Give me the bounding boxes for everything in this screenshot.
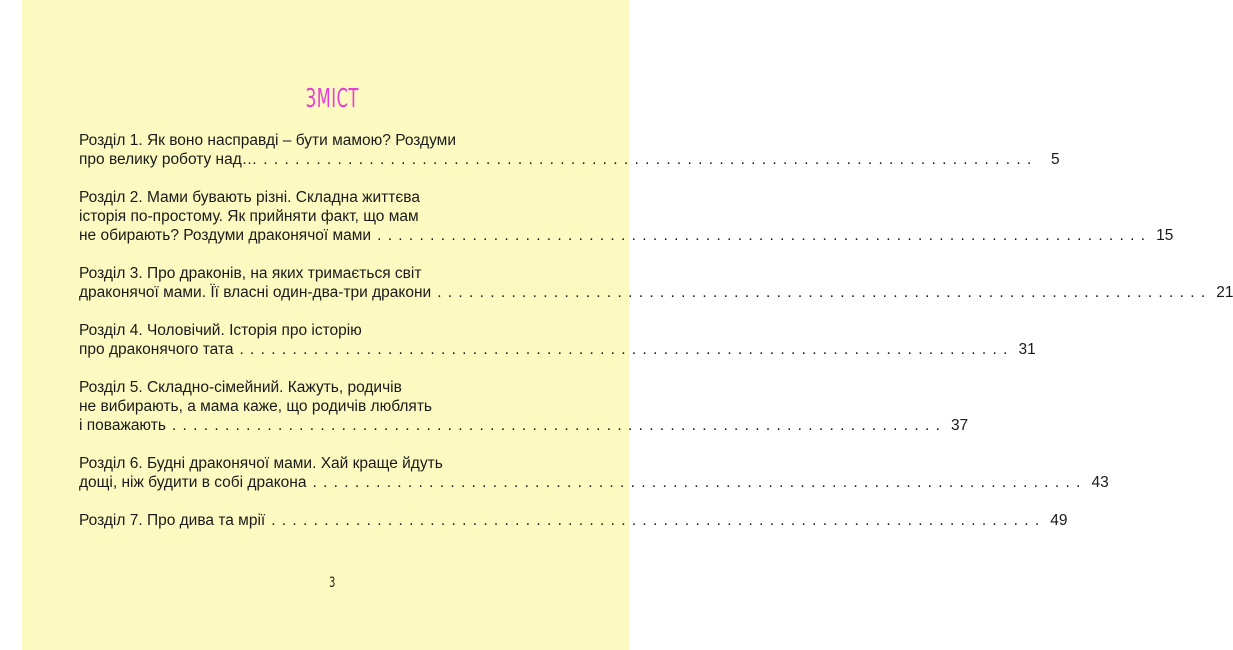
toc-page-number: 49	[1050, 512, 1068, 529]
toc-title: ЗМІСТ	[305, 84, 359, 114]
toc-entry-line: історія по-простому. Як прийняти факт, що мам	[79, 208, 419, 225]
toc-entry-line: Розділ 4. Чоловічий. Історія про історію	[79, 322, 362, 339]
toc-entry-line: не обирають? Роздуми драконячої мами	[79, 227, 372, 244]
toc-entry-line: Розділ 6. Будні драконячої мами. Хай краще йдуть	[79, 455, 443, 472]
toc-entry-line: не вибирають, а мама каже, що родичів люблять	[79, 398, 432, 415]
toc-entry-last-line	[79, 226, 1174, 245]
dot-leader: .........................................................................	[377, 227, 1152, 244]
dot-leader: .........................................................................	[312, 474, 1087, 491]
toc-entry-last-line	[79, 150, 1060, 169]
toc-entry-last-line	[79, 340, 1036, 359]
toc-entry-chapter-3	[79, 264, 1233, 302]
toc-entry-last-line	[79, 511, 1068, 530]
toc-entry-chapter-2	[79, 188, 1174, 245]
toc-entry-line: Розділ 7. Про дива та мрії	[79, 512, 266, 529]
toc-entry-line: Розділ 1. Як воно насправді – бути мамою? Роздуми	[79, 132, 456, 149]
dot-leader: .........................................................................	[437, 284, 1212, 301]
toc-page-number: 5	[1050, 151, 1060, 168]
toc-entry-chapter-4	[79, 321, 1036, 359]
toc-entry-line: Розділ 3. Про драконів, на яких тримається світ	[79, 265, 422, 282]
toc-entry-chapter-5	[79, 378, 969, 435]
dot-leader: .........................................................................	[263, 151, 1038, 168]
toc-page-number: 15	[1156, 227, 1174, 244]
page-number: 3	[329, 575, 336, 591]
toc-entry-chapter-7	[79, 511, 1068, 530]
toc-entry-last-line	[79, 416, 969, 435]
toc-entry-line: про драконячого тата	[79, 341, 234, 358]
toc-page-number: 37	[950, 417, 969, 434]
toc-entry-last-line	[79, 283, 1233, 302]
toc-page-number: 31	[1018, 341, 1036, 358]
dot-leader: .........................................................................	[271, 512, 1046, 529]
toc-entry-last-line	[79, 473, 1109, 492]
toc-entry-line: Розділ 2. Мами бувають різні. Складна життєва	[79, 189, 420, 206]
toc-entry-chapter-6	[79, 454, 1109, 492]
toc-entry-line: дощі, ніж будити в собі дракона	[79, 474, 307, 491]
toc-page-number: 21	[1216, 284, 1233, 301]
toc-entry-line: Розділ 5. Складно-сімейний. Кажуть, родичів	[79, 379, 402, 396]
toc-entry-line: про велику роботу над…	[79, 151, 258, 168]
toc-page-number: 43	[1091, 474, 1109, 491]
table-of-contents	[79, 131, 1233, 549]
toc-entry-line: драконячої мами. Її власні один-два-три дракони	[79, 284, 432, 301]
toc-entry-line: і поважають	[79, 417, 166, 434]
book-page	[22, 0, 1233, 650]
dot-leader: .........................................................................	[239, 341, 1014, 358]
toc-entry-chapter-1	[79, 131, 1060, 169]
dot-leader: .........................................................................	[171, 417, 947, 434]
